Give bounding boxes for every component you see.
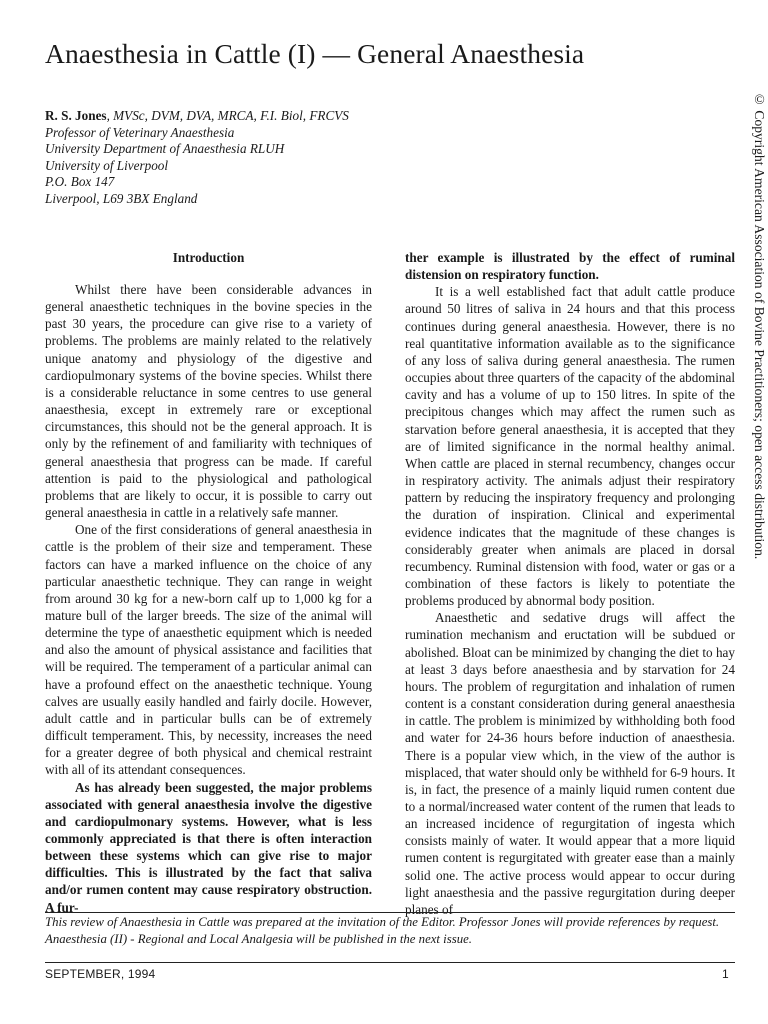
author-name: R. S. Jones [45,108,107,123]
copyright-notice: © Copyright American Association of Bovine Practitioners; open access distribution. [752,92,767,560]
right-column [405,249,735,918]
paragraph: Whilst there have been considerable advances in general anaesthetic techniques in the bovine species in the past 30 years, the procedure can give rise to a variety of problems. The problems are mainly related to the relatively unique anatomy and physiology of the digestive and cardiopulmonary systems of the bovine species. Whilst there is a considerable reluctance in some centres to use general anaesthesia, except in extremely rare or exceptional circumstances, this should not be the general approach. It is only by the refinement of and familiarity with techniques of general anaesthesia that progress can be made. If careful attention is paid to the physiological and pathological problems that are likely to occur, it is possible to carry out general anaesthesia in cattle in a relatively safe manner. [45,282,372,521]
section-heading: Introduction [172,250,245,265]
page-number: 1 [722,967,729,981]
footer-divider [45,962,735,963]
paragraph-bold: ther example is illustrated by the effect of ruminal distension on respiratory function. [405,250,735,283]
left-column [45,249,372,916]
affiliation-line: P.O. Box 147 [45,174,115,190]
author-line [45,108,349,125]
affiliation-line: Professor of Veterinary Anaesthesia [45,124,235,140]
paragraph: One of the first considerations of general anaesthesia in cattle is the problem of their size and temperament. These factors can have a marked influence on the choice of any particular anaesthetic technique. They can range in weight from around 30 kg for a new-born calf up to 1,000 kg for a mature bull of the larger breeds. The size of the animal will determine the type of anaesthetic equipment which is needed and also the amount of physical assistance and facilities that will be required. The temperament of a particular animal can have a profound effect on the anaesthetic technique. Young calves are usually easily handled and fairly docile. However, adult cattle and in particular bulls can be of extremely difficult temperament. This, by necessity, increases the need for a greater degree of both physical and chemical restraint with all of its attendant consequences. [45,522,372,778]
footnote: This review of Anaesthesia in Cattle was prepared at the invitation of the Editor. Professor Jones will provide references by request. Anaesthesia (II) - Regional and Local Analgesia will be published in the next issue. [45,912,735,948]
paragraph: It is a well established fact that adult cattle produce around 50 litres of saliva in 24 hours and that this process continues during general anaesthesia. However, there is no real quantitative information available as to the significance of any loss of saliva during general anaesthesia. The rumen occupies about three quarters of the capacity of the abdominal cavity and has a volume of up to 150 litres. In spite of the precipitous changes which may affect the rumen such as starvation before general anaesthesia, it is accepted that they are of limited significance in the normal healthy animal. When cattle are placed in sternal recumbency, changes occur in respiratory activity. The animals adjust their respiratory pattern by reducing the inspiratory frequency and prolonging the duration of inspiration. Clinical and experimental evidence indicates that the magnitude of these changes is considerably greater when animals are placed in dorsal recumbency. Ruminal distension with food, water or gas or a combination of these factors is likely to potentiate the problems produced by abnormal body position. [405,284,735,609]
affiliation-line: Liverpool, L69 3BX England [45,190,198,206]
article-title: Anaesthesia in Cattle (I) — General Anaesthesia [45,38,585,69]
affiliation-line: University of Liverpool [45,157,169,173]
paragraph: Anaesthetic and sedative drugs will affect the rumination mechanism and eructation will be subdued or abolished. Bloat can be minimized by changing the diet to hay at least 3 days before anaesthesia and by starvation for 24 hours. The problem of regurgitation and inhalation of rumen content is a constant consideration during general anaesthesia in cattle. The problem is minimized by withholding both food and water for 24-36 hours before induction of anaesthesia. There is a popular view which, in the view of the author is misplaced, that water should only be withheld for 6-9 hours. It is, in fact, the presence of a mainly liquid rumen content due to a normal/increased water content of the rumen that leads to an increased incidence of regurgitation of ingesta which consists mainly of water. It would appear that a more liquid rumen content is regurgitated with greater ease than a mainly solid one. The active process would appear to occur during light anaesthesia and the passive regurgitation during deeper planes of [405,610,735,917]
author-credentials: , MVSc, DVM, DVA, MRCA, F.I. Biol, FRCVS [106,108,349,123]
footer-date: SEPTEMBER, 1994 [45,967,156,981]
affiliation-line: University Department of Anaesthesia RLUH [45,141,285,157]
author-block [45,108,349,208]
paragraph-bold: As has already been suggested, the major problems associated with general anaesthesia involve the digestive and cardiopulmonary systems. However, what is less commonly appreciated is that there is often interaction between these systems which can give rise to major difficulties. This is illustrated by the fact that saliva and/or rumen content may cause respiratory obstruction. A fur- [45,779,372,915]
